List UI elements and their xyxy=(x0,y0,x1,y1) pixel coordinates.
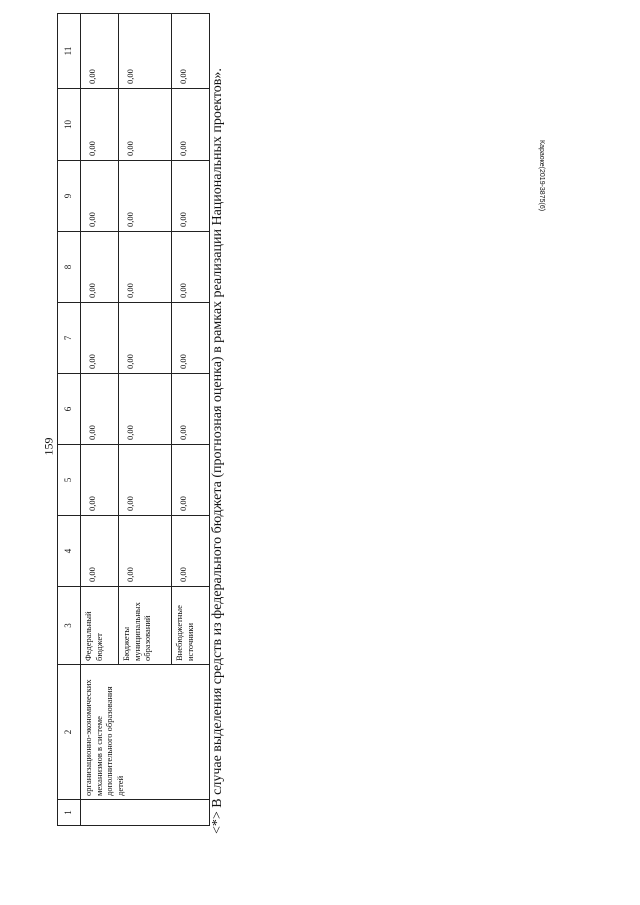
value-cell: 0,00 xyxy=(172,516,210,587)
funding-source-cell: Федеральный бюджет xyxy=(81,587,119,665)
value-cell: 0,00 xyxy=(81,303,119,374)
value-cell: 0,00 xyxy=(118,445,171,516)
row-number-cell xyxy=(81,800,210,826)
value-cell: 0,00 xyxy=(118,374,171,445)
value-cell: 0,00 xyxy=(172,14,210,89)
page-number: 159 xyxy=(41,437,56,456)
header-cell: 2 xyxy=(58,665,81,800)
value-cell: 0,00 xyxy=(81,232,119,303)
value-cell: 0,00 xyxy=(172,445,210,516)
value-cell: 0,00 xyxy=(172,161,210,232)
value-cell: 0,00 xyxy=(81,89,119,161)
header-cell: 9 xyxy=(58,161,81,232)
value-cell: 0,00 xyxy=(81,445,119,516)
footnote-container xyxy=(208,4,268,834)
value-cell: 0,00 xyxy=(118,161,171,232)
value-cell: 0,00 xyxy=(81,161,119,232)
table-row xyxy=(81,14,119,826)
funding-source-cell: Внебюджетные источники xyxy=(172,587,210,665)
table-container xyxy=(57,14,210,826)
header-cell: 8 xyxy=(58,232,81,303)
value-cell: 0,00 xyxy=(172,232,210,303)
funding-table xyxy=(57,13,210,826)
value-cell: 0,00 xyxy=(118,14,171,89)
value-cell: 0,00 xyxy=(172,89,210,161)
value-cell: 0,00 xyxy=(172,303,210,374)
value-cell: 0,00 xyxy=(81,374,119,445)
value-cell: 0,00 xyxy=(118,89,171,161)
value-cell: 0,00 xyxy=(118,516,171,587)
header-cell: 4 xyxy=(58,516,81,587)
footnote: <*> В случае выделения средств из федерального бюджета (прогнозная оценка) в рамках реализации Национальных проектов». xyxy=(210,68,225,834)
funding-source-cell: Бюджеты муниципальных образований xyxy=(118,587,171,665)
header-cell: 10 xyxy=(58,89,81,161)
value-cell: 0,00 xyxy=(172,374,210,445)
value-cell: 0,00 xyxy=(118,232,171,303)
header-cell: 6 xyxy=(58,374,81,445)
header-cell: 1 xyxy=(58,800,81,826)
header-cell: 3 xyxy=(58,587,81,665)
value-cell: 0,00 xyxy=(118,303,171,374)
document-code: Караоке(2019-3875(6) xyxy=(538,140,545,212)
header-cell: 11 xyxy=(58,14,81,89)
value-cell: 0,00 xyxy=(81,516,119,587)
value-cell: 0,00 xyxy=(81,14,119,89)
header-cell: 7 xyxy=(58,303,81,374)
header-cell: 5 xyxy=(58,445,81,516)
table-header-row xyxy=(58,14,81,826)
measure-description-cell: организационно-экономических механизмов в системе дополнительного образования детей xyxy=(81,665,210,800)
